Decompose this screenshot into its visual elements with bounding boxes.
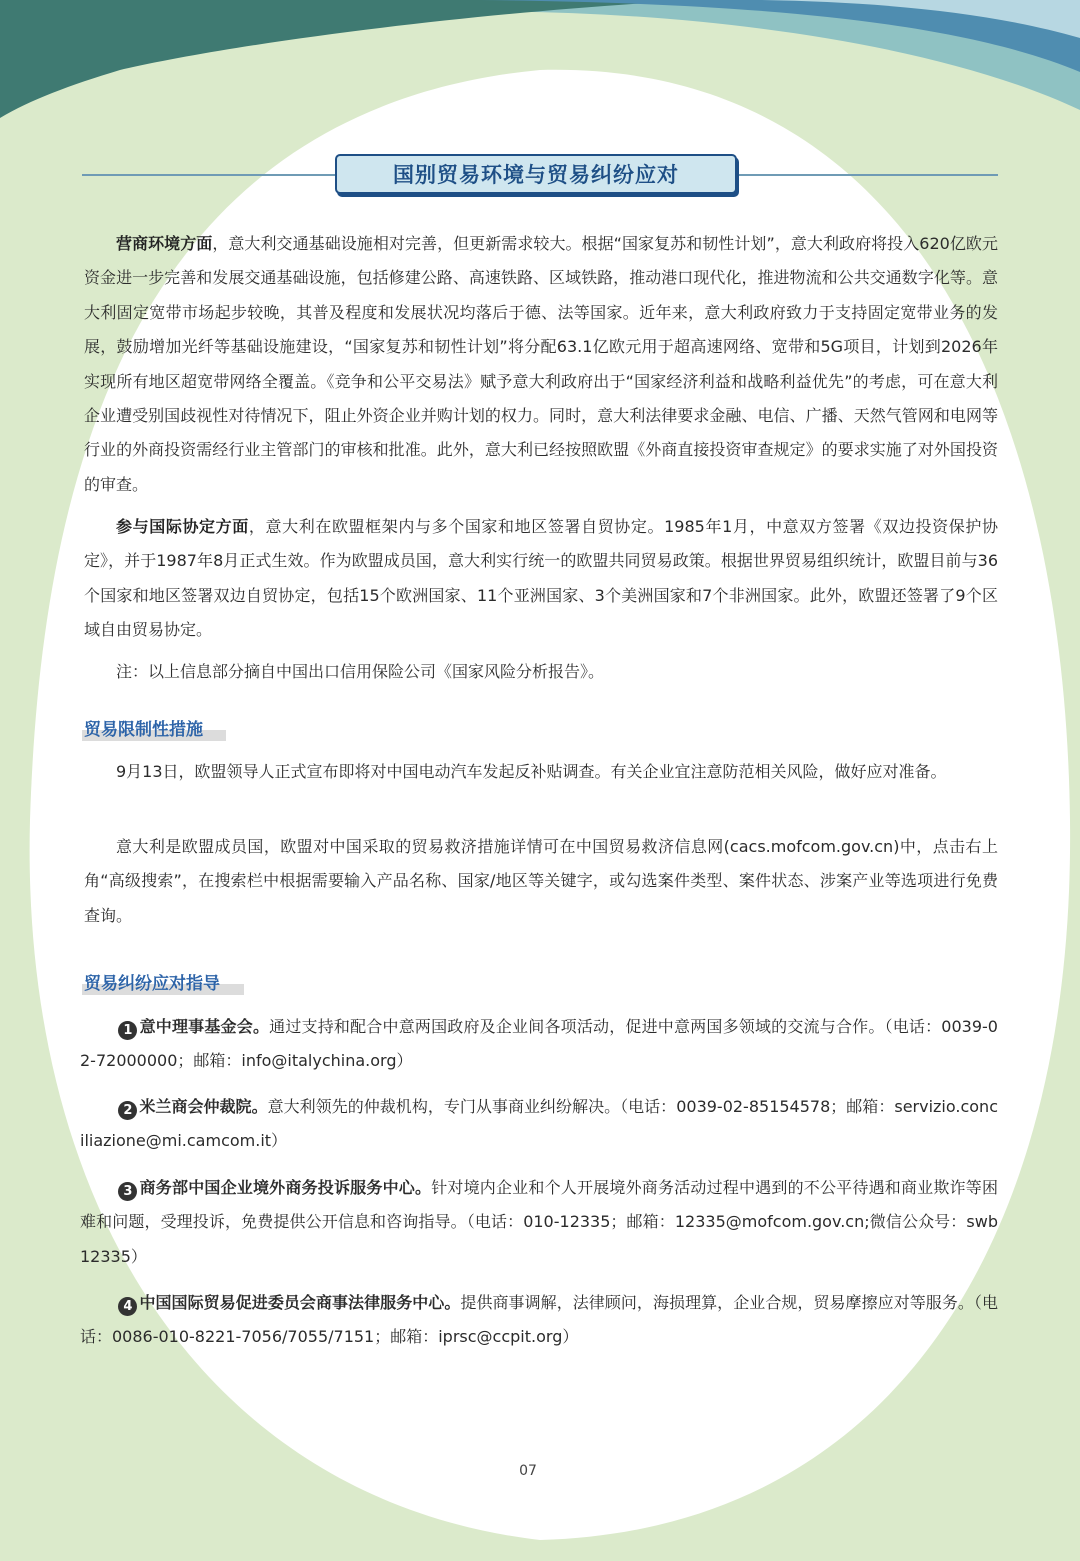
- international-agreements-paragraph: [84, 510, 998, 648]
- number-2-icon: 2: [118, 1101, 137, 1120]
- trade-restrictions-heading-text: 贸易限制性措施: [84, 720, 203, 740]
- business-environment-lead: 营商环境方面: [116, 234, 213, 253]
- guidance-org-description: 通过支持和配合中意两国政府及企业间各项活动，促进中意两国多领域的交流与合作。（电话：0039-02-72000000；邮箱：info@italychina.org）: [80, 1017, 998, 1071]
- business-environment-text: ，意大利交通基础设施相对完善，但更新需求较大。根据“国家复苏和韧性计划”，意大利政府将投入620亿欧元资金进一步完善和发展交通基础设施，包括修建公路、高速铁路、区域铁路，推动港口现代化，推进物流和公共交通数字化等。意大利固定宽带市场起步较晚，其普及程度和发展状况均落后于德、法等国家。近年来，意大利政府致力于支持固定宽带业务的发展，鼓励增加光纤等基础设施建设，“国家复苏和韧性计划”将分配63.1亿欧元用于超高速网络、宽带和5G项目，计划到2026年实现所有地区超宽带网络全覆盖。《竞争和公平交易法》赋予意大利政府出于“国家经济利益和战略利益优先”的考虑，可在意大利企业遭受别国歧视性对待情况下，阻止外资企业并购计划的权力。同时，意大利法律要求金融、电信、广播、天然气管网和电网等行业的外商投资需经行业主管部门的审核和批准。此外，意大利已经按照欧盟《外商直接投资审查规定》的要求实施了对外国投资的审查。: [84, 234, 998, 494]
- business-environment-paragraph: [84, 227, 998, 502]
- international-agreements-text: ，意大利在欧盟框架内与多个国家和地区签署自贸协定。1985年1月，中意双方签署《双边投资保护协定》，并于1987年8月正式生效。作为欧盟成员国，意大利实行统一的欧盟共同贸易政策。根据世界贸易组织统计，欧盟目前与36个国家和地区签署双边自贸协定，包括15个欧洲国家、11个亚洲国家、3个美洲国家和7个非洲国家。此外，欧盟还签署了9个区域自由贸易协定。: [84, 517, 998, 640]
- trade-restrictions-heading: [82, 718, 203, 742]
- title-rule-right: [738, 174, 998, 176]
- trade-restrictions-paragraph-1: 9月13日，欧盟领导人正式宣布即将对中国电动汽车发起反补贴调查。有关企业宜注意防范相关风险，做好应对准备。: [116, 762, 947, 781]
- guidance-org-name: 米兰商会仲裁院。: [139, 1097, 268, 1116]
- international-agreements-lead: 参与国际协定方面: [116, 517, 249, 536]
- guidance-item-4: [80, 1286, 998, 1355]
- guidance-item-3: [80, 1171, 998, 1274]
- page-number: 07: [519, 1463, 537, 1479]
- dispute-guidance-heading: [82, 972, 220, 996]
- guidance-org-name: 意中理事基金会。: [139, 1017, 270, 1036]
- guidance-org-description: 意大利领先的仲裁机构，专门从事商业纠纷解决。（电话：0039-02-85154578；邮箱：servizio.conciliazione@mi.camcom.it）: [80, 1097, 998, 1151]
- guidance-org-name: 中国国际贸易促进委员会商事法律服务中心。: [139, 1293, 461, 1312]
- number-3-icon: 3: [118, 1182, 137, 1201]
- page-title: 国别贸易环境与贸易纠纷应对: [393, 163, 679, 187]
- page-title-box: [335, 154, 737, 194]
- title-rule-left: [82, 174, 336, 176]
- number-4-icon: 4: [118, 1297, 137, 1316]
- trade-restrictions-paragraph-2: 意大利是欧盟成员国，欧盟对中国采取的贸易救济措施详情可在中国贸易救济信息网(cacs.mofcom.gov.cn)中，点击右上角“高级搜索”，在搜索栏中根据需要输入产品名称、国家/地区等关键字，或勾选案件类型、案件状态、涉案产业等选项进行免费查询。: [84, 837, 998, 925]
- number-1-icon: 1: [118, 1021, 137, 1040]
- guidance-org-name: 商务部中国企业境外商务投诉服务中心。: [139, 1178, 432, 1197]
- source-note: 注：以上信息部分摘自中国出口信用保险公司《国家风险分析报告》。: [116, 662, 605, 681]
- guidance-org-description: 提供商事调解，法律顾问，海损理算，企业合规，贸易摩擦应对等服务。（电话：0086-010-8221-7056/7055/7151；邮箱：iprsc@ccpit.org）: [80, 1293, 998, 1347]
- guidance-org-description: 针对境内企业和个人开展境外商务活动过程中遇到的不公平待遇和商业欺诈等困难和问题，受理投诉，免费提供公开信息和咨询指导。（电话：010-12335；邮箱：12335@mofcom.gov.cn;微信公众号：swb12335）: [80, 1178, 998, 1266]
- dispute-guidance-heading-text: 贸易纠纷应对指导: [84, 974, 220, 994]
- guidance-item-1: [80, 1010, 998, 1079]
- guidance-item-2: [80, 1090, 998, 1159]
